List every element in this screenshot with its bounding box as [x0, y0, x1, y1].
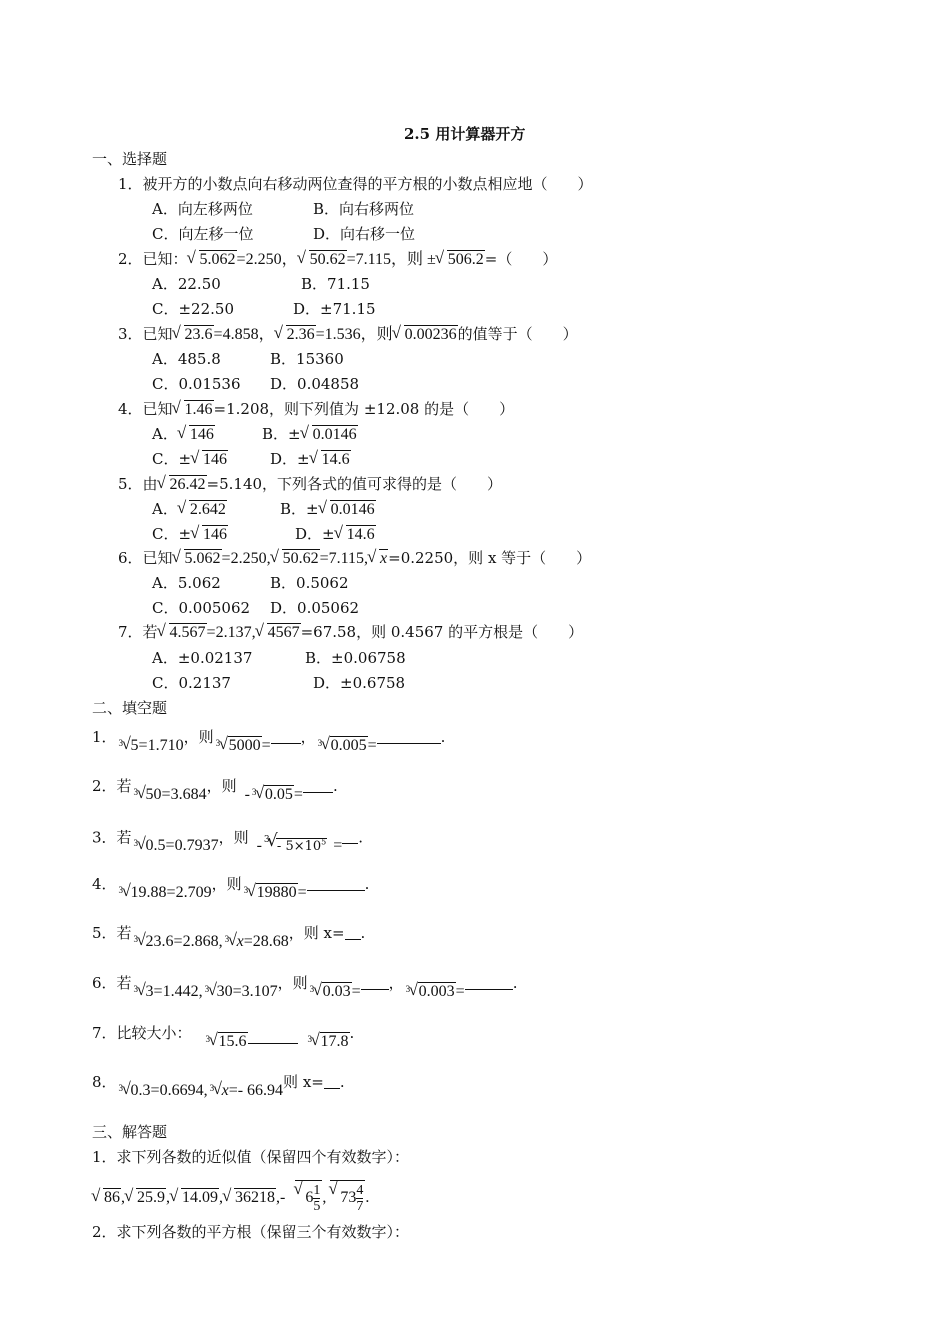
sqrt: √ 4567	[257, 623, 301, 643]
choice-q5-option-d: D．±√ 14.6	[295, 524, 376, 545]
sqrt: √ 0.00236	[394, 325, 458, 345]
q6-v1: =2.250,	[221, 550, 271, 567]
choice-q4-stem	[118, 399, 514, 420]
choice-q4-option-b: B．±√ 0.0146	[262, 424, 358, 445]
choice-q7-stem	[118, 622, 583, 643]
q7-pre: 7．若	[118, 623, 158, 641]
choice-q6-option-a: A．5.062	[152, 574, 221, 592]
answer-blank	[465, 979, 513, 990]
choice-q5-option-a: A．√ 2.642	[152, 499, 227, 520]
fill-q1: 1．3 5 √=1.710，则3 5000 √= ，3 0.005 √= .	[92, 727, 445, 748]
q3-post: 的值等于（ ）	[457, 325, 578, 343]
sqrt: √ 50.62	[299, 250, 347, 270]
choice-q7-option-d: D．±0.6758	[313, 674, 406, 692]
fill-q8: 8．3 0.3 √=0.6694,3 x √=- 66.94则 x= .	[92, 1072, 345, 1093]
fill-q5: 5．若3 23.6 √=2.868,3 x √=28.68，则 x= .	[92, 923, 365, 944]
answer-blank	[324, 1078, 340, 1089]
choice-q6-option-d: D．0.05062	[270, 599, 360, 617]
q7-post: =67.58，则 0.4567 的平方根是（ ）	[300, 623, 584, 641]
answer-blank	[303, 782, 333, 793]
sqrt: √ 5.062	[189, 250, 237, 270]
answer-blank	[377, 733, 441, 744]
sqrt: √ 4.567	[159, 623, 207, 643]
q3-v2: =1.536，则	[315, 326, 393, 343]
choice-q1-option-a: A．向左移两位	[152, 200, 253, 218]
sqrt: √ 2.36	[276, 325, 316, 345]
answer-q1-expression: √ 86,√ 25.9,√ 14.09,√ 36218,-√ 6 $\frac{1}{5}$ ,√ 73 $\frac{4}{7}$ .	[92, 1180, 369, 1214]
choice-q6-option-b: B．0.5062	[270, 574, 349, 592]
answer-blank	[361, 979, 389, 990]
answer-q1-stem: 1．求下列各数的近似值（保留四个有效数字）：	[92, 1148, 410, 1166]
choice-q6-stem	[118, 548, 591, 569]
section-fill-heading: 二、填空题	[92, 699, 168, 717]
choice-q5-option-c: C．±√ 146	[152, 524, 228, 545]
sqrt: √ 50.62	[272, 549, 320, 569]
fill-q4: 4．3 19.88 √=2.709，则3 19880 √= .	[92, 874, 369, 895]
q3-pre: 3．已知	[118, 325, 173, 343]
section-answer-heading: 三、解答题	[92, 1123, 168, 1141]
page-title: 2.5 用计算器开方	[404, 125, 526, 143]
sqrt: √ x	[369, 549, 388, 569]
choice-q7-option-a: A．±0.02137	[152, 649, 253, 667]
sqrt: √ 26.42	[159, 475, 207, 495]
choice-q3-option-b: B．15360	[270, 350, 344, 368]
choice-q4-option-c: C．±√ 146	[152, 449, 228, 470]
q3-v1: =4.858，	[213, 326, 275, 343]
answer-blank	[248, 1033, 298, 1044]
choice-q1-option-c: C．向左移一位	[152, 225, 254, 243]
answer-blank	[345, 929, 361, 940]
choice-q2-option-b: B．71.15	[301, 275, 370, 293]
choice-q7-option-b: B．±0.06758	[305, 649, 406, 667]
answer-blank	[271, 733, 301, 744]
choice-q6-option-c: C．0.005062	[152, 599, 251, 617]
q2-v2: =7.115，则 ±	[346, 251, 436, 268]
q6-v2: =7.115,	[319, 550, 369, 567]
choice-q2-option-c: C．±22.50	[152, 300, 234, 318]
sqrt: √ 1.46	[174, 400, 214, 420]
q2-post: =（ ）	[484, 250, 558, 268]
choice-q3-option-c: C．0.01536	[152, 375, 241, 393]
q5-post: =5.140，下列各式的值可求得的是（ ）	[206, 475, 503, 493]
q6-pre: 6．已知	[118, 549, 173, 567]
choice-q4-option-a: A．√ 146	[152, 424, 215, 445]
fill-q3: 3．若3 0.5 √=0.7937，则 $-3 - 5\times 10^5$ √ = .	[92, 825, 363, 849]
choice-q2-stem	[118, 249, 557, 270]
sqrt: √ 5.062	[174, 549, 222, 569]
section-choice-heading: 一、选择题	[92, 150, 168, 168]
q2-v1: =2.250，	[236, 251, 298, 268]
choice-q2-option-a: A．22.50	[152, 275, 221, 293]
fill-q6: 6．若3 3 √=1.442,3 30 √=3.107，则3 0.03 √= ，3 0.003 √= .	[92, 973, 517, 994]
q6-post: =0.2250，则 x 等于（ ）	[388, 549, 592, 567]
answer-blank	[342, 833, 358, 844]
choice-q3-stem	[118, 324, 578, 345]
answer-q2-stem: 2．求下列各数的平方根（保留三个有效数字）：	[92, 1223, 410, 1241]
choice-q1-stem: 1．被开方的小数点向右移动两位查得的平方根的小数点相应地（ ）	[118, 175, 593, 193]
answer-blank	[307, 880, 365, 891]
choice-q5-stem	[118, 474, 502, 495]
choice-q4-option-d: D．±√ 14.6	[270, 449, 351, 470]
fill-q7: 7．比较大小：3 15.6 √3 17.8 √.	[92, 1023, 354, 1044]
choice-q1-option-d: D．向右移一位	[313, 225, 416, 243]
choice-q7-option-c: C．0.2137	[152, 674, 231, 692]
q2-pre: 2．已知：	[118, 250, 188, 268]
choice-q5-option-b: B．±√ 0.0146	[280, 499, 376, 520]
choice-q3-option-d: D．0.04858	[270, 375, 360, 393]
q4-pre: 4．已知	[118, 400, 173, 418]
q4-post: =1.208，则下列值为 ±12.08 的是（ ）	[213, 400, 515, 418]
choice-q2-option-d: D．±71.15	[293, 300, 376, 318]
q5-pre: 5．由	[118, 475, 158, 493]
q7-v1: =2.137,	[206, 624, 256, 641]
choice-q3-option-a: A．485.8	[152, 350, 221, 368]
choice-q1-option-b: B．向右移两位	[313, 200, 415, 218]
sqrt: √ 506.2	[437, 250, 485, 270]
fill-q2: 2．若3 50 √=3.684，则 -3 0.05 √= .	[92, 776, 338, 797]
sqrt: √ 23.6	[174, 325, 214, 345]
